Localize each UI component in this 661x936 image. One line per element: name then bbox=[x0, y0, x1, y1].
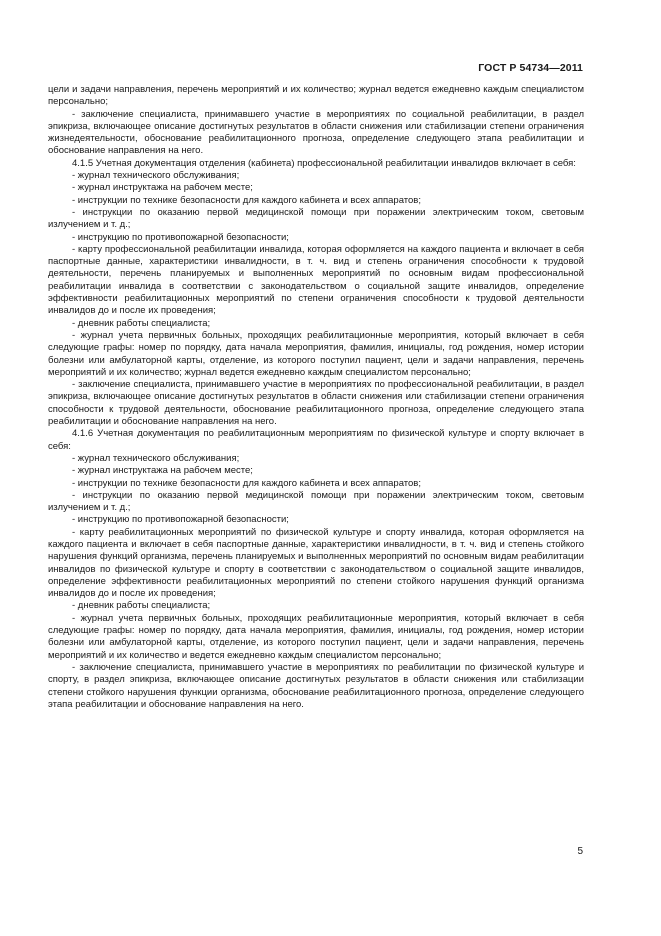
page-number: 5 bbox=[577, 846, 583, 857]
paragraph: 4.1.6 Учетная документация по реабилитационным мероприятиям по физической культуре и спорту включает в себя: bbox=[48, 428, 584, 452]
paragraph: - журнал учета первичных больных, проходящих реабилитационные мероприятия, который включает в себя следующие графы: номер по порядку, дата начала мероприятия, фамилия, инициалы, год рождения, номер истории болезни или амбулаторной карты, отделение, из которого поступил пациент, цели и задачи направления, перечень мероприятий и их количество и ведется ежедневно каждым специалистом персонально; bbox=[48, 612, 584, 661]
paragraph: - журнал инструктажа на рабочем месте; bbox=[72, 465, 253, 477]
paragraph: - журнал технического обслуживания; bbox=[72, 452, 240, 464]
paragraph: - журнал учета первичных больных, проходящих реабилитационные мероприятия, который включает в себя следующие графы: номер по порядку, дата начала мероприятия, фамилия, инициалы, год рождения, номер истории болезни или амбулаторной карты, отделение, из которого поступил пациент, цели и задачи направления, перечень мероприятий и их количество; журнал ведется ежедневно каждым специалистом персонально; bbox=[48, 329, 584, 378]
paragraph: цели и задачи направления, перечень мероприятий и их количество; журнал ведется ежедневно каждым специалистом персонально; bbox=[48, 84, 584, 108]
paragraph: 4.1.5 Учетная документация отделения (кабинета) профессиональной реабилитации инвалидов включает в себя: bbox=[72, 157, 576, 169]
paragraph: - заключение специалиста, принимавшего участие в мероприятиях по социальной реабилитации, в раздел эпикриза, включающее описание достигнутых результатов в области снижения или стабилизации степени ограничения жизнедеятельности, обоснование реабилитационного прогноза, определение следующего этапа реабилитации и обоснование направления на него. bbox=[48, 108, 584, 157]
document-body bbox=[48, 84, 584, 711]
document-id: ГОСТ Р 54734—2011 bbox=[478, 62, 583, 74]
paragraph: - карту профессиональной реабилитации инвалида, которая оформляется на каждого пациента и включает в себя паспортные данные, характеристики инвалидности, в т. ч. вид и степень ограничения способности к трудовой деятельности, перечень планируемых и выполненных мероприятий по основным видам профессиональной реабилитации инвалида в соответствии с законодательством о социальной защите инвалидов, определение эффективности реабилитационных мероприятий по степени ограничения способности к трудовой деятельности инвалидов до и после их проведения; bbox=[48, 243, 584, 317]
paragraph: - заключение специалиста, принимавшего участие в мероприятиях по реабилитации по физической культуре и спорту, в раздел эпикриза, включающее описание достигнутых результатов в области снижения или стабилизации степени стойкого нарушения функции организма, обоснование реабилитационного прогноза, определение следующего этапа реабилитации и обоснование направления на него. bbox=[48, 661, 584, 710]
paragraph: - инструкцию по противопожарной безопасности; bbox=[72, 231, 289, 243]
paragraph: - инструкции по оказанию первой медицинской помощи при поражении электрическим током, световым излучением и т. д.; bbox=[48, 206, 584, 231]
paragraph: - инструкции по технике безопасности для каждого кабинета и всех аппаратов; bbox=[72, 477, 421, 489]
paragraph: - дневник работы специалиста; bbox=[72, 600, 211, 612]
paragraph: - инструкцию по противопожарной безопасности; bbox=[72, 514, 289, 526]
paragraph: - заключение специалиста, принимавшего участие в мероприятиях по профессиональной реабилитации, в раздел эпикриза, включающее описание достигнутых результатов в области снижения или стабилизации степени ограничения способности к трудовой деятельности, обоснование реабилитационного прогноза, определение следующего этапа реабилитации и обоснование направления на него. bbox=[48, 379, 584, 428]
paragraph: - журнал инструктажа на рабочем месте; bbox=[72, 182, 253, 194]
paragraph: - карту реабилитационных мероприятий по физической культуре и спорту инвалида, которая оформляется на каждого пациента и включает в себя паспортные данные, характеристики инвалидности, в т. ч. вид и степень стойкого нарушения функций организма, перечень планируемых и выполненных мероприятий по основным видам реабилитации инвалидов по физической культуре и спорту в соответствии с законодательством о социальной защите инвалидов, определение эффективности реабилитационных мероприятий по степени стойкого нарушения функций организма инвалидов до и после их проведения; bbox=[48, 526, 584, 600]
paragraph: - инструкции по оказанию первой медицинской помощи при поражении электрическим током, световым излучением и т. д.; bbox=[48, 489, 584, 514]
paragraph: - журнал технического обслуживания; bbox=[72, 170, 240, 182]
paragraph: - дневник работы специалиста; bbox=[72, 317, 211, 329]
paragraph: - инструкции по технике безопасности для каждого кабинета и всех аппаратов; bbox=[72, 194, 421, 206]
